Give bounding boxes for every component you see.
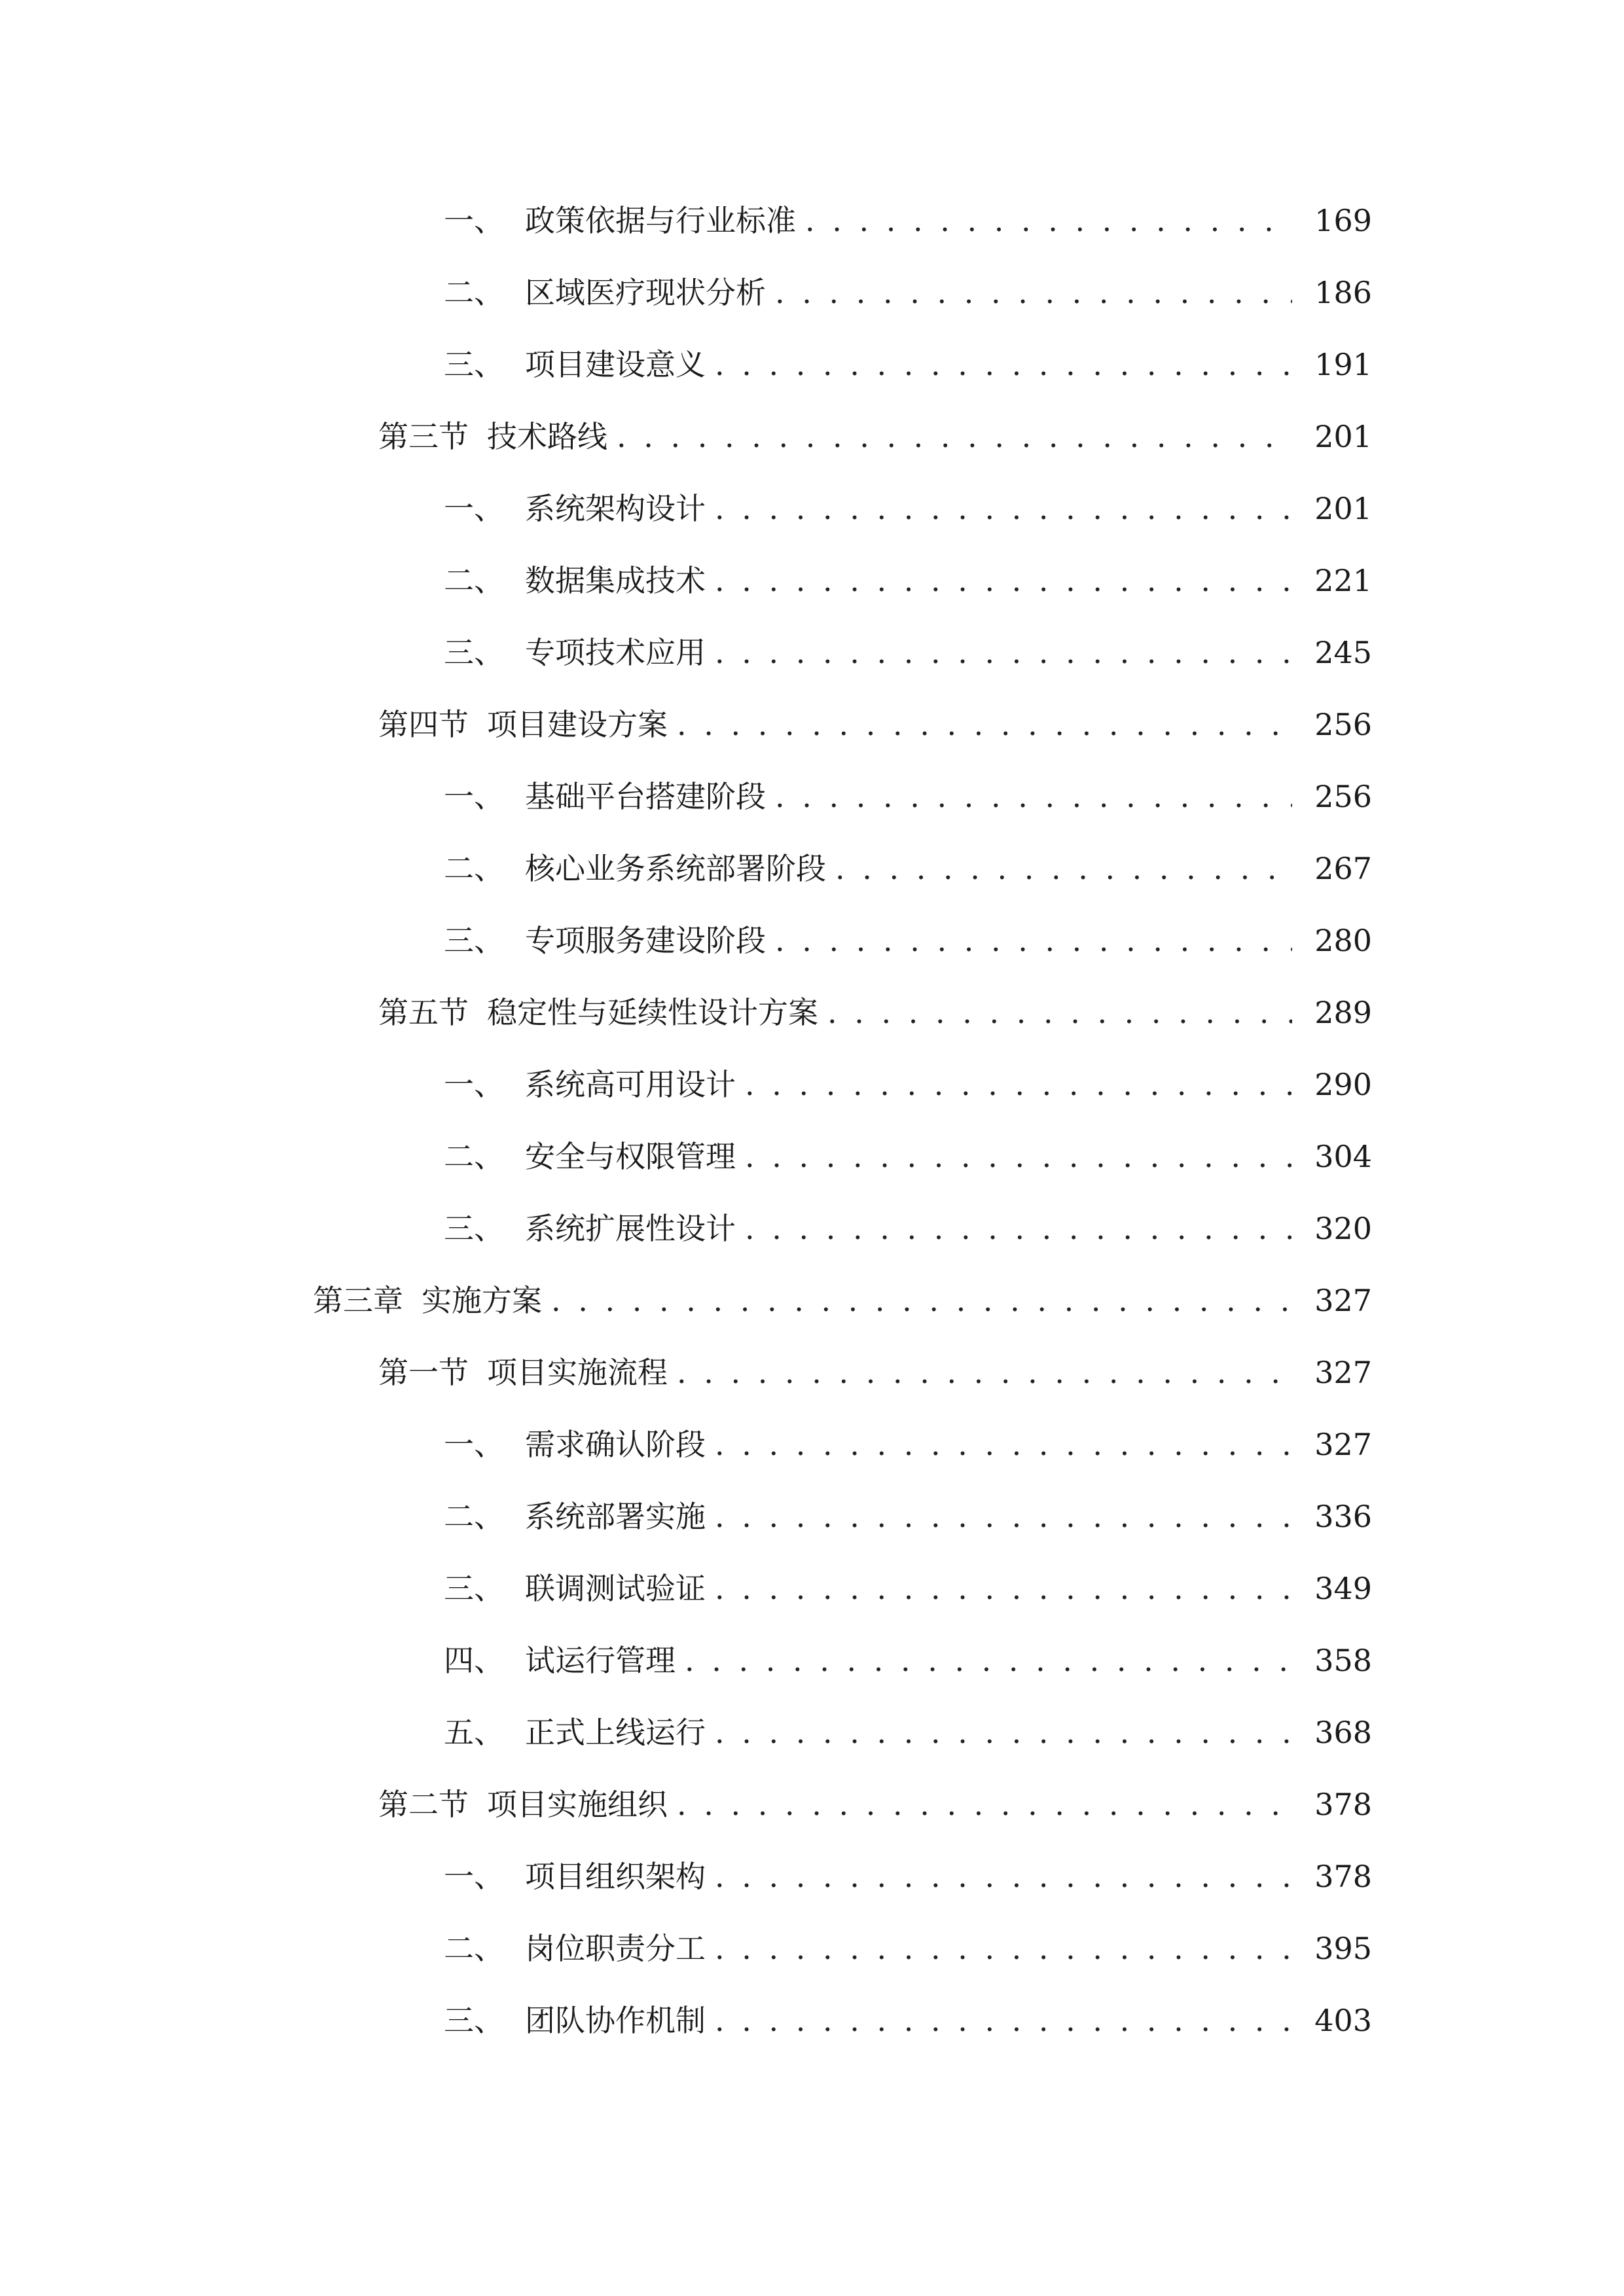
dot-leader [617,417,1292,456]
toc-entry-prefix: 一、 [444,1427,504,1462]
toc-entry-title: 基础平台搭建阶段 [525,779,766,814]
toc-page-number: 349 [1314,1571,1372,1606]
toc-entry-subsection[interactable] [0,473,1624,545]
toc-entry-prefix: 三、 [444,2003,504,2038]
toc-entry-text [444,1497,715,1536]
toc-entry-title: 政策依据与行业标准 [525,203,796,238]
toc-page-number: 280 [1314,923,1372,958]
toc-entry-text [378,993,827,1032]
toc-entry-text [444,1209,745,1248]
toc-entry-prefix: 三、 [444,1211,504,1246]
toc-entry-subsection[interactable] [0,1912,1624,1984]
dot-leader [715,1425,1292,1464]
toc-entry-subsection[interactable] [0,1624,1624,1696]
toc-entry-text [444,1569,715,1608]
toc-entry-prefix: 第五节 [378,995,469,1030]
toc-page-number: 336 [1314,1499,1372,1534]
dot-leader [715,633,1292,672]
dot-leader [677,705,1292,744]
toc-entry-prefix: 第二节 [378,1787,469,1822]
toc-entry-subsection[interactable] [0,1840,1624,1912]
toc-entry-text [444,1641,685,1680]
toc-entry-prefix: 三、 [444,347,504,382]
toc-entry-prefix: 一、 [444,779,504,814]
toc-entry-title: 需求确认阶段 [525,1427,706,1462]
toc-entry-prefix: 一、 [444,1067,504,1102]
dot-leader [685,1641,1292,1680]
toc-entry-title: 项目建设方案 [487,707,668,742]
toc-page-number: 358 [1314,1643,1372,1678]
toc-entry-prefix: 二、 [444,851,504,886]
toc-entry-prefix: 一、 [444,203,504,238]
toc-entry-prefix: 五、 [444,1715,504,1750]
dot-leader [715,1569,1292,1608]
toc-entry-chapter[interactable] [0,1265,1624,1336]
toc-entry-prefix: 四、 [444,1643,504,1678]
toc-entry-text [313,1281,551,1320]
toc-entry-title: 系统扩展性设计 [525,1211,736,1246]
toc-entry-text [444,201,805,240]
toc-entry-text [444,345,715,384]
toc-page-number: 327 [1314,1355,1372,1390]
toc-entry-subsection[interactable] [0,185,1624,257]
toc-entry-text [378,705,677,744]
toc-entry-title: 项目建设意义 [525,347,706,382]
toc-entry-prefix: 三、 [444,1571,504,1606]
toc-page-number: 169 [1314,203,1372,238]
toc-entry-text [444,1713,715,1752]
dot-leader [677,1785,1292,1824]
toc-entry-text [444,1929,715,1968]
toc-entry-title: 专项服务建设阶段 [525,923,766,958]
dot-leader [827,993,1292,1032]
toc-entry-subsection[interactable] [0,1193,1624,1265]
toc-entry-prefix: 二、 [444,1931,504,1966]
toc-entry-title: 实施方案 [422,1283,542,1318]
toc-entry-prefix: 二、 [444,1499,504,1534]
toc-entry-prefix: 三、 [444,635,504,670]
toc-entry-text [444,273,775,312]
toc-page-number: 191 [1314,347,1372,382]
toc-entry-title: 技术路线 [487,419,607,454]
toc-entry-subsection[interactable] [0,329,1624,401]
toc-entry-text [444,489,715,528]
toc-entry-prefix: 二、 [444,563,504,598]
toc-page-number: 256 [1314,707,1372,742]
toc-entry-subsection[interactable] [0,1049,1624,1121]
toc-page-number: 320 [1314,1211,1372,1246]
toc-page-number: 304 [1314,1139,1372,1174]
toc-page-number: 186 [1314,275,1372,310]
toc-page-number: 395 [1314,1931,1372,1966]
toc-entry-text [444,1137,745,1176]
toc-page-number: 290 [1314,1067,1372,1102]
toc-entry-subsection[interactable] [0,761,1624,833]
toc-entry-section[interactable] [0,401,1624,473]
toc-entry-section[interactable] [0,1768,1624,1840]
toc-entry-text [444,2001,715,2040]
table-of-contents [0,185,1624,2056]
toc-page-number: 221 [1314,563,1372,598]
toc-entry-title: 岗位职责分工 [525,1931,706,1966]
toc-entry-prefix: 一、 [444,1859,504,1894]
dot-leader [745,1137,1292,1176]
toc-entry-prefix: 二、 [444,1139,504,1174]
toc-page-number: 289 [1314,995,1372,1030]
dot-leader [715,1929,1292,1968]
dot-leader [715,2001,1292,2040]
toc-entry-prefix: 第四节 [378,707,469,742]
toc-page-number: 327 [1314,1427,1372,1462]
toc-entry-text [444,1425,715,1464]
toc-page-number: 327 [1314,1283,1372,1318]
toc-entry-title: 系统高可用设计 [525,1067,736,1102]
dot-leader [775,777,1292,816]
toc-entry-title: 核心业务系统部署阶段 [525,851,826,886]
dot-leader [551,1281,1292,1320]
toc-entry-text [378,417,617,456]
toc-entry-title: 正式上线运行 [525,1715,706,1750]
toc-page-number: 201 [1314,491,1372,526]
dot-leader [715,345,1292,384]
toc-entry-subsection[interactable] [0,617,1624,689]
dot-leader [835,849,1292,888]
toc-entry-subsection[interactable] [0,1480,1624,1552]
toc-entry-text [444,849,835,888]
toc-entry-title: 数据集成技术 [525,563,706,598]
dot-leader [775,921,1292,960]
toc-entry-title: 系统架构设计 [525,491,706,526]
toc-page-number: 378 [1314,1787,1372,1822]
toc-entry-title: 项目实施流程 [487,1355,668,1390]
toc-page-number: 368 [1314,1715,1372,1750]
toc-entry-text [444,1065,745,1104]
toc-entry-title: 系统部署实施 [525,1499,706,1534]
toc-entry-text [378,1353,677,1392]
toc-entry-text [444,921,775,960]
toc-entry-text [444,561,715,600]
toc-entry-prefix: 第一节 [378,1355,469,1390]
toc-entry-prefix: 第三章 [313,1283,403,1318]
toc-entry-prefix: 一、 [444,491,504,526]
dot-leader [715,561,1292,600]
toc-page-number: 267 [1314,851,1372,886]
toc-entry-subsection[interactable] [0,1408,1624,1480]
toc-entry-section[interactable] [0,1336,1624,1408]
toc-entry-subsection[interactable] [0,257,1624,329]
toc-entry-title: 区域医疗现状分析 [525,275,766,310]
toc-entry-text [444,1857,715,1896]
toc-entry-title: 试运行管理 [525,1643,676,1678]
toc-entry-subsection[interactable] [0,1121,1624,1193]
toc-page-number: 378 [1314,1859,1372,1894]
dot-leader [677,1353,1292,1392]
dot-leader [775,273,1292,312]
toc-entry-subsection[interactable] [0,1696,1624,1768]
toc-page-number: 403 [1314,2003,1372,2038]
toc-entry-title: 项目组织架构 [525,1859,706,1894]
toc-page-number: 245 [1314,635,1372,670]
dot-leader [715,1497,1292,1536]
toc-entry-title: 团队协作机制 [525,2003,706,2038]
toc-entry-text [378,1785,677,1824]
toc-entry-subsection[interactable] [0,833,1624,905]
dot-leader [805,201,1292,240]
toc-entry-subsection[interactable] [0,545,1624,617]
dot-leader [715,1713,1292,1752]
toc-entry-text [444,633,715,672]
dot-leader [745,1065,1292,1104]
toc-entry-prefix: 二、 [444,275,504,310]
toc-entry-text [444,777,775,816]
toc-entry-section[interactable] [0,977,1624,1049]
toc-page-number: 201 [1314,419,1372,454]
dot-leader [745,1209,1292,1248]
dot-leader [715,489,1292,528]
toc-entry-prefix: 三、 [444,923,504,958]
toc-entry-title: 项目实施组织 [487,1787,668,1822]
toc-entry-title: 联调测试验证 [525,1571,706,1606]
toc-entry-subsection[interactable] [0,905,1624,977]
toc-entry-title: 安全与权限管理 [525,1139,736,1174]
toc-entry-subsection[interactable] [0,1552,1624,1624]
toc-page-number: 256 [1314,779,1372,814]
toc-entry-prefix: 第三节 [378,419,469,454]
toc-entry-title: 专项技术应用 [525,635,706,670]
toc-entry-subsection[interactable] [0,1984,1624,2056]
dot-leader [715,1857,1292,1896]
toc-entry-title: 稳定性与延续性设计方案 [487,995,818,1030]
toc-entry-section[interactable] [0,689,1624,761]
